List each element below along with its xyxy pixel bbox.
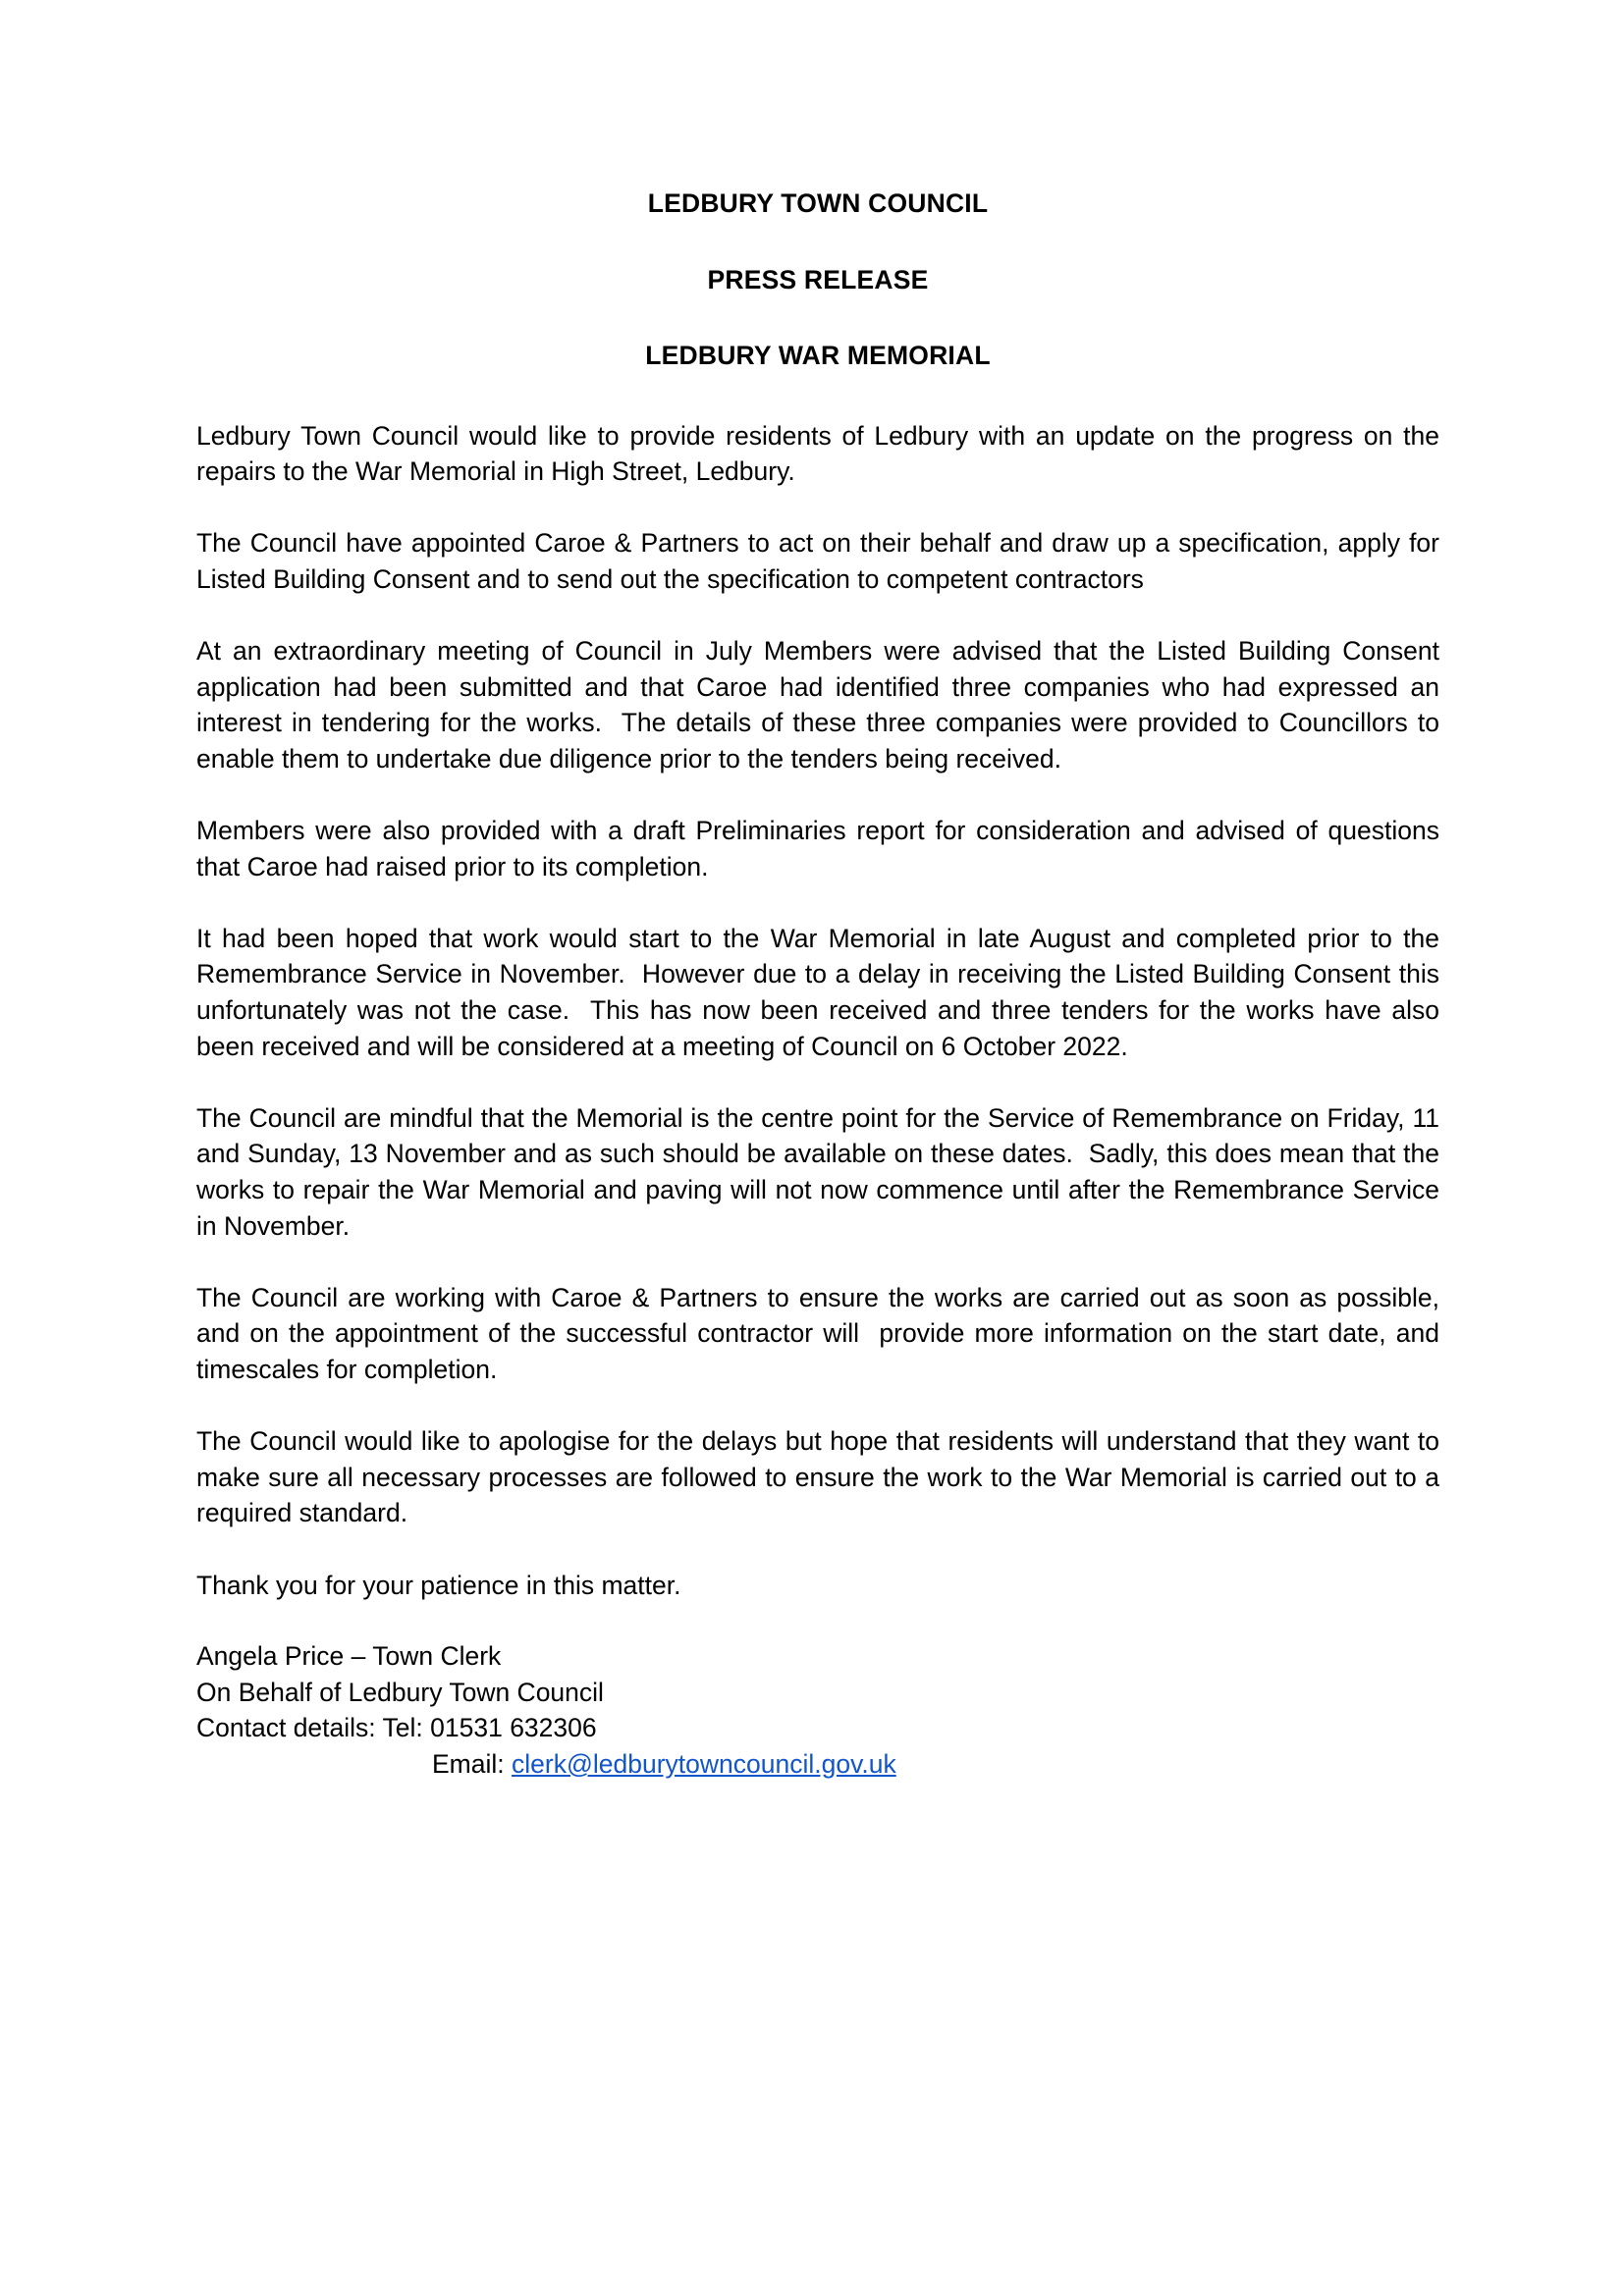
body-text [196,369,1447,1604]
signature-contact-email [196,1746,1439,1783]
heading-subject: LEDBURY WAR MEMORIAL [645,341,991,370]
signature-on-behalf-of: On Behalf of Ledbury Town Council [196,1677,604,1707]
paragraph: The Council have appointed Caroe & Partners to act on their behalf and draw up a specification, apply for Listed Building Consent and to send out the specification to competent contractors [196,528,1447,594]
signature-name: Angela Price – Town Clerk [196,1641,502,1672]
paragraph: The Council would like to apologise for the delays but hope that residents will understand that they want to make sure all necessary processes are followed to ensure the work to the War Memorial is carried out to a required standard. [196,1426,1447,1528]
heading-organisation: LEDBURY TOWN COUNCIL [647,188,989,218]
paragraph: The Council are mindful that the Memorial is the centre point for the Service of Remembrance on Friday, 11 and Sunday, 13 November and as such should be available on these dates. Sadly, this does mean that the works to repair the War Memorial and paving will not now commence until after the Remembrance Service in November. [196,1102,1447,1241]
paragraph: It had been hoped that work would start to the War Memorial in late August and completed prior to the Remembrance Service in November. However due to a delay in receiving the Listed Building Consent this unfortunately was not the case. This has now been received and three tenders for the works have also been received and will be considered at a meeting of Council on 6 October 2022. [196,923,1447,1061]
paragraph: At an extraordinary meeting of Council in July Members were advised that the Listed Building Consent application had been submitted and that Caroe had identified three companies who had expressed an interest in tendering for the works. The details of these three companies were provided to Councillors to enable them to undertake due diligence prior to the tenders being received. [196,636,1447,774]
signature-contact-phone: Contact details: Tel: 01531 632306 [196,1713,597,1743]
paragraph: Ledbury Town Council would like to provide residents of Ledbury with an update on the progress on the repairs to the War Memorial in High Street, Ledbury. [196,420,1447,487]
paragraph: Members were also provided with a draft Preliminaries report for consideration and advised of questions that Caroe had raised prior to its completion. [196,816,1447,881]
heading-document-type: PRESS RELEASE [707,264,929,294]
signature-block [196,1603,1439,1782]
email-link[interactable]: clerk@ledburytowncouncil.gov.uk [512,1748,896,1779]
paragraph: The Council are working with Caroe & Partners to ensure the works are carried out as soon as possible, and on the appointment of the successful contractor will provide more information on the start date, and timescales for completion. [196,1282,1447,1384]
email-label: Email: [432,1748,512,1779]
paragraph: Thank you for your patience in this matter. [196,1570,681,1600]
document-content [196,0,1447,1782]
